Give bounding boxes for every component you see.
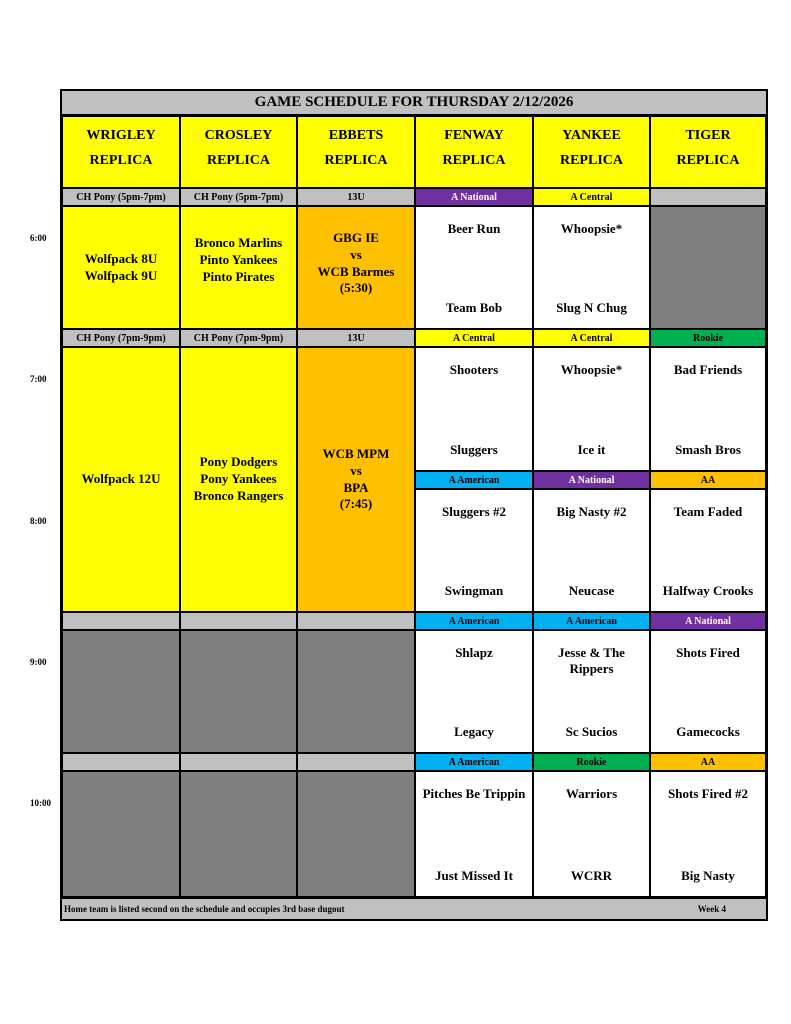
vs-label: vs: [350, 462, 362, 478]
division-label: CH Pony (7pm-9pm): [62, 329, 180, 347]
home-team: Neucase: [568, 582, 615, 598]
home-team: Team Bob: [445, 299, 503, 315]
division-label: A American: [415, 612, 533, 630]
block-wrigley-7: [62, 347, 180, 612]
division-label: Rookie: [533, 753, 650, 771]
game-cell: [533, 206, 650, 329]
footer-note: Home team is listed second on the schedule and occupies 3rd base dugout: [64, 904, 345, 914]
division-label: [297, 753, 415, 771]
division-label: 13U: [297, 329, 415, 347]
game-cell: [415, 630, 533, 753]
away-team: Pitches Be Trippin: [422, 786, 526, 801]
game-cell: [415, 206, 533, 329]
field-sub: REPLICA: [206, 152, 270, 168]
division-label: CH Pony (5pm-7pm): [180, 188, 297, 206]
division-label: AA: [650, 753, 766, 771]
empty-slot: [180, 630, 297, 753]
field-sub: REPLICA: [676, 152, 740, 168]
away-team: Shlapz: [455, 645, 493, 660]
away-team: Bad Friends: [673, 362, 743, 377]
division-label: [180, 753, 297, 771]
away-team: Shooters: [449, 362, 499, 377]
game-cell: [650, 347, 766, 471]
field-header-yankee: [533, 116, 650, 188]
field-sub: REPLICA: [559, 152, 623, 168]
team-name: GBG IE: [333, 229, 379, 245]
division-label: A American: [415, 753, 533, 771]
game-cell: [533, 771, 650, 897]
block-crosley-7: [180, 347, 297, 612]
away-team: Sluggers #2: [442, 504, 506, 519]
game-cell: [415, 771, 533, 897]
home-team: WCRR: [570, 867, 613, 883]
week-label: Week 4: [697, 904, 726, 914]
division-label: 13U: [297, 188, 415, 206]
game-cell: [415, 347, 533, 471]
division-label: A American: [415, 471, 533, 489]
empty-slot: [62, 771, 180, 897]
time-label-10: 10:00: [30, 798, 51, 808]
field-header-crosley: [180, 116, 297, 188]
away-team: Shots Fired: [676, 645, 740, 660]
home-team: Sluggers: [450, 441, 498, 457]
division-label: A Central: [415, 329, 533, 347]
block-ebbets-7: [297, 347, 415, 612]
field-name: CROSLEY: [204, 127, 273, 143]
team-name: Pony Dodgers: [199, 454, 278, 470]
team-name: Bronco Marlins: [194, 235, 283, 251]
block-wrigley-6: [62, 206, 180, 329]
field-sub: REPLICA: [324, 152, 388, 168]
field-header-ebbets: [297, 116, 415, 188]
field-name: EBBETS: [328, 127, 384, 143]
home-team: Gamecocks: [676, 723, 740, 739]
empty-slot: [297, 630, 415, 753]
division-label: [650, 188, 766, 206]
away-team: Warriors: [565, 786, 618, 801]
division-label: [297, 612, 415, 630]
away-team: Whoopsie*: [560, 362, 623, 377]
empty-slot: [180, 771, 297, 897]
home-team: Smash Bros: [675, 441, 741, 457]
away-team: Jesse & The Rippers: [558, 645, 625, 677]
vs-label: vs: [350, 246, 362, 262]
empty-slot: [650, 206, 766, 329]
home-team: Sc Sucios: [565, 723, 618, 739]
schedule-footer: [62, 897, 766, 919]
field-name: WRIGLEY: [86, 127, 156, 143]
game-cell: [415, 489, 533, 612]
empty-slot: [62, 630, 180, 753]
time-label-6: 6:00: [30, 233, 47, 243]
away-team: Beer Run: [447, 221, 501, 236]
away-team: Whoopsie*: [560, 221, 623, 236]
team-name: WCB Barmes: [317, 263, 395, 279]
time-label-9: 9:00: [30, 657, 47, 667]
field-header-fenway: [415, 116, 533, 188]
empty-slot: [297, 771, 415, 897]
field-sub: REPLICA: [89, 152, 153, 168]
division-label: [180, 612, 297, 630]
team-name: Pinto Yankees: [199, 252, 278, 268]
field-header-wrigley: [62, 116, 180, 188]
division-label: AA: [650, 471, 766, 489]
team-name: Wolfpack 8U: [84, 250, 158, 266]
field-name: TIGER: [685, 127, 731, 143]
division-label: A National: [650, 612, 766, 630]
team-name: Pony Yankees: [200, 471, 277, 487]
home-team: Halfway Crooks: [662, 582, 754, 598]
game-cell: [533, 489, 650, 612]
home-team: Legacy: [454, 723, 494, 739]
team-name: Pinto Pirates: [202, 268, 275, 284]
home-team: Slug N Chug: [556, 299, 627, 315]
division-label: Rookie: [650, 329, 766, 347]
game-cell: [650, 630, 766, 753]
block-crosley-6: [180, 206, 297, 329]
team-name: Wolfpack 12U: [81, 471, 161, 487]
game-cell: [533, 347, 650, 471]
home-team: Just Missed It: [434, 867, 513, 883]
game-cell: [650, 489, 766, 612]
home-team: Swingman: [444, 582, 504, 598]
schedule-title: GAME SCHEDULE FOR THURSDAY 2/12/2026: [62, 91, 766, 116]
division-label: A Central: [533, 188, 650, 206]
team-name: WCB MPM: [322, 445, 390, 461]
division-label: A National: [533, 471, 650, 489]
game-time: (5:30): [339, 280, 373, 296]
game-cell: [650, 771, 766, 897]
away-team: Shots Fired #2: [668, 786, 748, 801]
division-label: CH Pony (7pm-9pm): [180, 329, 297, 347]
time-label-8: 8:00: [30, 516, 47, 526]
block-ebbets-6: [297, 206, 415, 329]
field-sub: REPLICA: [442, 152, 506, 168]
division-label: A Central: [533, 329, 650, 347]
schedule-table: [60, 89, 768, 921]
game-time: (7:45): [339, 496, 373, 512]
field-name: YANKEE: [562, 127, 621, 143]
division-label: A American: [533, 612, 650, 630]
time-label-7: 7:00: [30, 374, 47, 384]
field-name: FENWAY: [444, 127, 504, 143]
away-team: Team Faded: [673, 504, 743, 519]
home-team: Ice it: [577, 441, 606, 457]
game-cell: [533, 630, 650, 753]
team-name: Wolfpack 9U: [84, 267, 158, 283]
away-team: Big Nasty #2: [556, 504, 627, 519]
division-label: [62, 612, 180, 630]
team-name: Bronco Rangers: [193, 487, 284, 503]
division-label: CH Pony (5pm-7pm): [62, 188, 180, 206]
field-header-tiger: [650, 116, 766, 188]
division-label: [62, 753, 180, 771]
home-team: Big Nasty: [681, 867, 735, 883]
division-label: A National: [415, 188, 533, 206]
team-name: BPA: [343, 479, 369, 495]
